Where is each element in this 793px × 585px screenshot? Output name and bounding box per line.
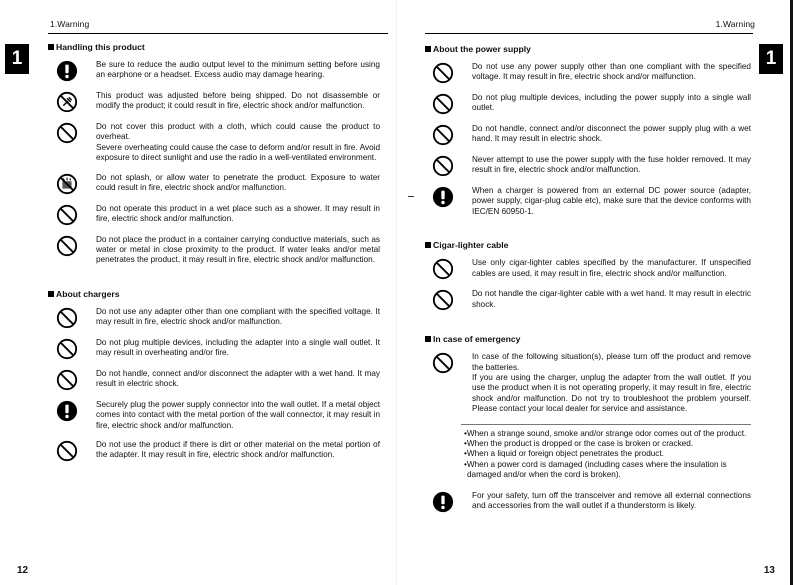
chapter-tab: 1 (759, 44, 783, 74)
warning-paragraph: This product was adjusted before being shipped. Do not disassemble or modify the product; it could result in fire, electric shock and/or malfunction. (96, 91, 380, 111)
chapter-tab: 1 (5, 44, 29, 74)
warning-text (96, 91, 380, 112)
running-head: 1.Warning (50, 19, 90, 29)
warning-paragraph: For your safety, turn off the transceiver and remove all external connections and accessories from the wall outlet if a thunderstorm is likely. (472, 490, 751, 511)
emergency-situations (461, 424, 751, 481)
no-disassembly-icon (56, 91, 78, 113)
warning-text (472, 352, 751, 414)
warning-text (96, 338, 380, 359)
warning-paragraph: Do not plug multiple devices, including the power supply into a single wall outlet. (472, 93, 751, 113)
section-title (425, 44, 751, 54)
situation-item: •When a power cord is damaged (including cases where the insulation is damaged and/or when the cord is broken). (464, 459, 727, 480)
warning-text (96, 173, 380, 194)
prohibition-icon (432, 352, 454, 374)
warning-item (48, 440, 380, 462)
prohibition-icon (56, 369, 78, 391)
warning-text (96, 369, 380, 390)
warning-paragraph: Be sure to reduce the audio output level to the minimum setting before using an earphone or a headset. Excess audio may damage hearing. (96, 60, 380, 80)
header-rule (48, 33, 388, 34)
warning-paragraph: In case of the following situation(s), please turn off the product and remove the batteries. (472, 352, 751, 372)
warning-item (48, 307, 380, 329)
warning-item (425, 155, 751, 177)
exclamation-icon (432, 186, 454, 208)
no-water-icon (56, 173, 78, 195)
prohibition-icon (56, 440, 78, 462)
prohibition-icon (432, 289, 454, 311)
section-title (425, 240, 751, 250)
section-bullet (48, 291, 54, 297)
warning-text (96, 122, 380, 164)
warning-item (425, 352, 751, 414)
exclamation-icon (56, 60, 78, 82)
prohibition-icon (432, 93, 454, 115)
warning-item (48, 204, 380, 226)
warning-text (96, 307, 380, 328)
running-head: 1.Warning (715, 19, 755, 29)
section-bullet (425, 336, 431, 342)
warning-text (96, 235, 380, 266)
section-title-text: In case of emergency (433, 334, 521, 345)
warning-item (425, 186, 751, 217)
warning-paragraph: Do not handle, connect and/or disconnect the adapter with a wet hand. It may result in electric shock. (96, 368, 380, 389)
section-title (425, 334, 751, 344)
left-page-content (48, 42, 380, 471)
warning-text (472, 186, 751, 217)
header-rule (425, 33, 753, 34)
warning-text (472, 62, 751, 83)
left-page (0, 0, 396, 585)
section-title (48, 42, 380, 52)
warning-text (472, 289, 751, 310)
situation-item: •When a liquid or foreign object penetrates the product. (464, 449, 664, 459)
section-gap (425, 320, 751, 334)
page-number: 13 (763, 565, 775, 576)
warning-paragraph: Do not handle, connect and/or disconnect the power supply plug with a wet hand. It may result in electric shock. (472, 124, 751, 144)
right-page (397, 0, 793, 585)
warning-text (96, 204, 380, 225)
warning-paragraph: Securely plug the power supply connector into the wall outlet. If a metal object comes into contact with the metal portion of the wall connector, it may result in fire, electric shock and/or malfunction. (96, 399, 380, 430)
prohibition-icon (56, 204, 78, 226)
prohibition-icon (56, 122, 78, 144)
situation-item: •When a strange sound, smoke and/or strange odor comes out of the product. (464, 428, 747, 438)
prohibition-icon (432, 155, 454, 177)
warning-item (425, 124, 751, 146)
situation-item: •When the product is dropped or the case is broken or cracked. (464, 439, 694, 449)
warning-paragraph: Do not handle the cigar-lighter cable with a wet hand. It may result in electric shock. (472, 289, 751, 309)
section-title (48, 289, 380, 299)
warning-text (472, 124, 751, 145)
prohibition-icon (56, 338, 78, 360)
section-gap (48, 275, 380, 289)
warning-paragraph: Do not use the product if there is dirt or other material on the metal portion of the adapter. It may result in fire, electric shock and/or malfunction. (96, 440, 380, 460)
section-title-text: Cigar-lighter cable (433, 240, 509, 251)
warning-text (472, 258, 751, 279)
warning-item (48, 60, 380, 82)
warning-item (425, 289, 751, 311)
warning-item (48, 235, 380, 266)
warning-item (425, 62, 751, 84)
warning-paragraph: Do not operate this product in a wet place such as a shower. It may result in fire, electric shock and/or malfunction. (96, 203, 380, 224)
warning-paragraph: Use only cigar-lighter cables specified by the manufacturer. If unspecified cables are used, it may result in fire, electric shock and/or malfunction. (472, 258, 751, 278)
warning-text (472, 155, 751, 176)
warning-text (472, 93, 751, 114)
section-title-text: About chargers (56, 288, 120, 299)
warning-text (96, 400, 380, 431)
warning-text (472, 491, 751, 512)
prohibition-icon (56, 307, 78, 329)
prohibition-icon (56, 235, 78, 257)
section-title-text: Handling this product (56, 42, 145, 52)
right-page-content (425, 44, 751, 522)
exclamation-icon (432, 491, 454, 513)
warning-item (425, 491, 751, 513)
warning-paragraph: Do not place the product in a container carrying conductive materials, such as water or metal in close proximity to the product. If water leaks and/or metal penetrates the product, it may result in fire, electric shock and/or malfunction. (96, 234, 380, 265)
warning-paragraph: Severe overheating could cause the case to deform and/or result in fire. Avoid exposure to direct sunlight and use the radio in a well-ventilated environment. (96, 142, 380, 163)
warning-item (48, 173, 380, 195)
page-number: 12 (17, 565, 29, 576)
warning-item (48, 338, 380, 360)
warning-item (425, 258, 751, 280)
warning-text (96, 60, 380, 81)
warning-item (48, 122, 380, 164)
warning-item (48, 91, 380, 113)
prohibition-icon (432, 258, 454, 280)
section-gap (425, 226, 751, 240)
warning-paragraph: Do not plug multiple devices, including the adapter into a single wall outlet. It may result in overheating and/or fire. (96, 337, 380, 358)
warning-paragraph: Do not cover this product with a cloth, which could cause the product to overheat. (96, 122, 380, 142)
warning-item (48, 400, 380, 431)
warning-paragraph: If you are using the charger, unplug the adapter from the wall outlet. If you use the product when it is not operating properly, it may result in fire, electric shock and/or malfunction. Do not try to troubleshoot the problem yourself. Please contact your local dealer for service and assistance. (472, 373, 751, 414)
warning-item (425, 93, 751, 115)
section-bullet (48, 44, 54, 50)
warning-item (48, 369, 380, 391)
prohibition-icon (432, 62, 454, 84)
exclamation-icon (56, 400, 78, 422)
warning-paragraph: Do not use any power supply other than one compliant with the specified voltage. It may result in fire, electric shock and/or malfunction. (472, 62, 751, 82)
warning-paragraph: Do not splash, or allow water to penetrate the product. Exposure to water could result in fire, electric shock and/or malfunction. (96, 172, 380, 193)
warning-paragraph: Never attempt to use the power supply with the fuse holder removed. It may result in fire, electric shock and/or malfunction. (472, 155, 751, 175)
warning-paragraph: Do not use any adapter other than one compliant with the specified voltage. It may result in fire, electric shock and/or malfunction. (96, 306, 380, 327)
section-title-text: About the power supply (433, 44, 531, 54)
section-bullet (425, 46, 431, 52)
warning-text (96, 440, 380, 461)
warning-paragraph: When a charger is powered from an external DC power source (adapter, power supply, cigar-plug cable etc), make sure that the device conforms with IEC/EN 60950-1. (472, 186, 751, 216)
prohibition-icon (432, 124, 454, 146)
section-bullet (425, 242, 431, 248)
